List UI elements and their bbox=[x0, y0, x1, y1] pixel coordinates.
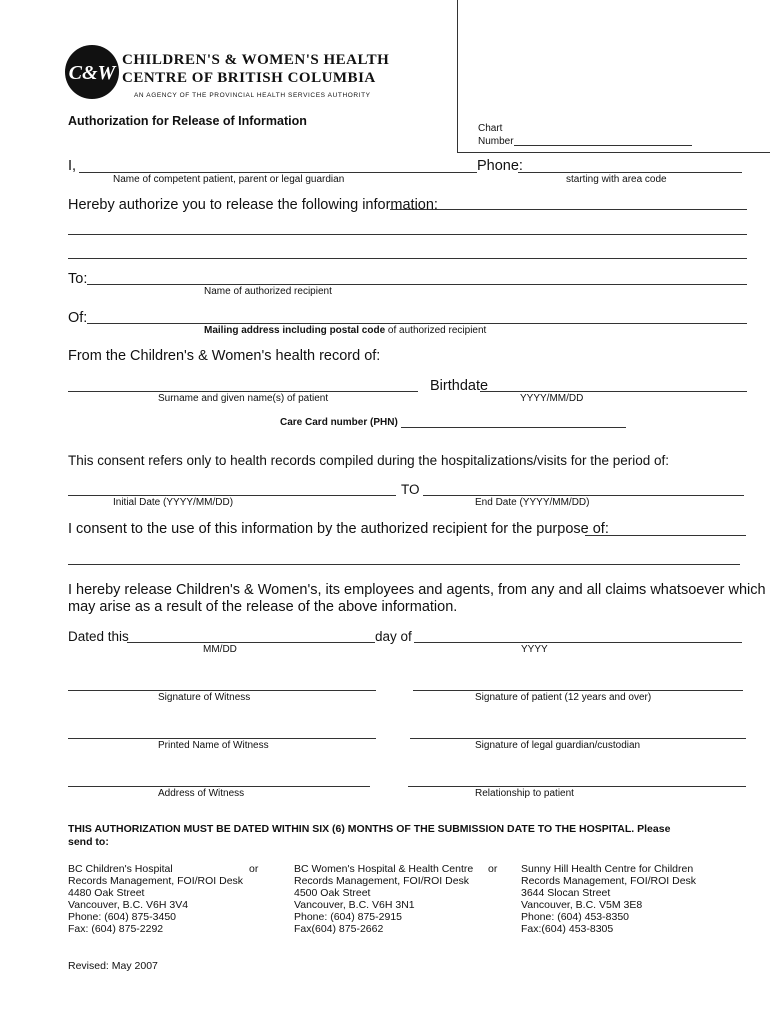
cw-logo-icon bbox=[64, 44, 120, 100]
initial-date-field[interactable] bbox=[68, 495, 396, 496]
phone-caption: starting with area code bbox=[566, 174, 667, 185]
chart-box-border bbox=[457, 0, 458, 152]
address-phone: Phone: (604) 875-2915 bbox=[294, 911, 402, 923]
addr-witness-caption: Address of Witness bbox=[158, 788, 245, 799]
witness-printed-name-field[interactable] bbox=[68, 738, 376, 739]
phone-label: Phone: bbox=[477, 158, 523, 174]
recipient-caption: Name of authorized recipient bbox=[204, 286, 332, 297]
address-phone: Phone: (604) 453-8350 bbox=[521, 911, 629, 923]
relationship-field[interactable] bbox=[408, 786, 746, 787]
dated-yyyy-field[interactable] bbox=[414, 642, 742, 643]
or-separator-1: or bbox=[249, 863, 259, 875]
birthdate-label: Birthdate bbox=[430, 378, 489, 394]
org-name-line1: CHILDREN'S & WOMEN'S HEALTH bbox=[122, 52, 390, 68]
mailing-caption bbox=[204, 325, 486, 336]
mailing-caption-rest: of authorized recipient bbox=[385, 325, 487, 336]
guardian-signature-field[interactable] bbox=[410, 738, 746, 739]
end-date-field[interactable] bbox=[423, 495, 744, 496]
address-bc-womens bbox=[294, 863, 473, 935]
address-city: Vancouver, B.C. V6H 3N1 bbox=[294, 899, 415, 911]
notice-line-2: send to: bbox=[68, 836, 109, 848]
consent-period-text: This consent refers only to health records compiled during the hospitalizations/visits for the period of: bbox=[68, 453, 670, 468]
guardian-name-field[interactable] bbox=[79, 172, 477, 173]
notice-line-1: THIS AUTHORIZATION MUST BE DATED WITHIN SIX (6) MONTHS OF THE SUBMISSION DATE TO THE HOSPITAL. Please bbox=[68, 823, 671, 835]
address-name: Sunny Hill Health Centre for Children bbox=[521, 863, 694, 875]
surname-caption: Surname and given name(s) of patient bbox=[158, 393, 329, 404]
care-card-label: Care Card number (PHN) bbox=[280, 417, 398, 428]
printed-witness-caption: Printed Name of Witness bbox=[158, 740, 269, 751]
address-bc-childrens bbox=[68, 863, 243, 935]
dated-mmdd-field[interactable] bbox=[127, 642, 375, 643]
info-field-3[interactable] bbox=[68, 258, 747, 259]
birthdate-caption: YYYY/MM/DD bbox=[520, 393, 584, 404]
birthdate-field[interactable] bbox=[480, 391, 747, 392]
form-title: Authorization for Release of Information bbox=[68, 114, 307, 128]
release-line-1: I hereby release Children's & Women's, its employees and agents, from any and all claims whatsoever which bbox=[68, 582, 766, 598]
address-dept: Records Management, FOI/ROI Desk bbox=[521, 875, 697, 887]
i-label: I, bbox=[68, 158, 77, 174]
sig-guardian-caption: Signature of legal guardian/custodian bbox=[475, 740, 641, 751]
purpose-field-1[interactable] bbox=[585, 535, 746, 536]
care-card-field[interactable] bbox=[401, 427, 626, 428]
org-name-line3: AN AGENCY OF THE PROVINCIAL HEALTH SERVICES AUTHORITY bbox=[134, 92, 371, 99]
day-of-label: day of bbox=[375, 629, 412, 644]
sig-witness-caption: Signature of Witness bbox=[158, 692, 251, 703]
witness-signature-field[interactable] bbox=[68, 690, 376, 691]
phone-field[interactable] bbox=[518, 172, 742, 173]
purpose-field-2[interactable] bbox=[68, 564, 740, 565]
info-field-2[interactable] bbox=[68, 234, 747, 235]
address-dept: Records Management, FOI/ROI Desk bbox=[294, 875, 470, 887]
logo bbox=[64, 44, 120, 100]
or-separator-2: or bbox=[488, 863, 498, 875]
chart-number-label: Number bbox=[478, 136, 514, 147]
revised-date: Revised: May 2007 bbox=[68, 960, 158, 972]
patient-signature-field[interactable] bbox=[413, 690, 743, 691]
from-text: From the Children's & Women's health record of: bbox=[68, 348, 381, 364]
witness-address-field[interactable] bbox=[68, 786, 370, 787]
address-fax: Fax:(604) 453-8305 bbox=[521, 923, 614, 935]
chart-box-bottom bbox=[457, 152, 770, 153]
release-line-2: may arise as a result of the release of the above information. bbox=[68, 599, 458, 615]
info-field-1[interactable] bbox=[390, 209, 747, 210]
address-name: BC Women's Hospital & Health Centre bbox=[294, 863, 474, 875]
address-street: 4500 Oak Street bbox=[294, 887, 371, 899]
address-sunny-hill bbox=[521, 863, 696, 935]
address-city: Vancouver, B.C. V6H 3V4 bbox=[68, 899, 189, 911]
sig-patient-caption: Signature of patient (12 years and over) bbox=[475, 692, 652, 703]
initial-date-caption: Initial Date (YYYY/MM/DD) bbox=[113, 497, 234, 508]
dated-label: Dated this bbox=[68, 629, 129, 644]
address-phone: Phone: (604) 875-3450 bbox=[68, 911, 176, 923]
patient-name-field[interactable] bbox=[68, 391, 418, 392]
recipient-name-field[interactable] bbox=[87, 284, 747, 285]
relationship-caption: Relationship to patient bbox=[475, 788, 574, 799]
guardian-caption: Name of competent patient, parent or legal guardian bbox=[113, 174, 345, 185]
of-label: Of: bbox=[68, 310, 88, 326]
address-fax: Fax: (604) 875-2292 bbox=[68, 923, 164, 935]
address-name: BC Children's Hospital bbox=[68, 863, 173, 875]
address-street: 4480 Oak Street bbox=[68, 887, 145, 899]
purpose-text: I consent to the use of this information by the authorized recipient for the purpose of: bbox=[68, 521, 609, 537]
mmdd-caption: MM/DD bbox=[203, 644, 237, 655]
mailing-address-field[interactable] bbox=[87, 323, 747, 324]
mailing-caption-bold: Mailing address including postal code bbox=[204, 325, 386, 336]
end-date-caption: End Date (YYYY/MM/DD) bbox=[475, 497, 590, 508]
to-separator: TO bbox=[401, 482, 420, 497]
address-fax: Fax(604) 875-2662 bbox=[294, 923, 384, 935]
address-street: 3644 Slocan Street bbox=[521, 887, 611, 899]
org-name-line2: CENTRE OF BRITISH COLUMBIA bbox=[122, 70, 376, 86]
chart-label: Chart bbox=[478, 123, 503, 134]
authorize-text: Hereby authorize you to release the following information: bbox=[68, 197, 438, 213]
address-dept: Records Management, FOI/ROI Desk bbox=[68, 875, 244, 887]
logo-text: C&W bbox=[68, 62, 116, 84]
to-label: To: bbox=[68, 271, 88, 287]
yyyy-caption: YYYY bbox=[521, 644, 548, 655]
chart-number-field[interactable] bbox=[514, 145, 692, 146]
address-city: Vancouver, B.C. V5M 3E8 bbox=[521, 899, 643, 911]
